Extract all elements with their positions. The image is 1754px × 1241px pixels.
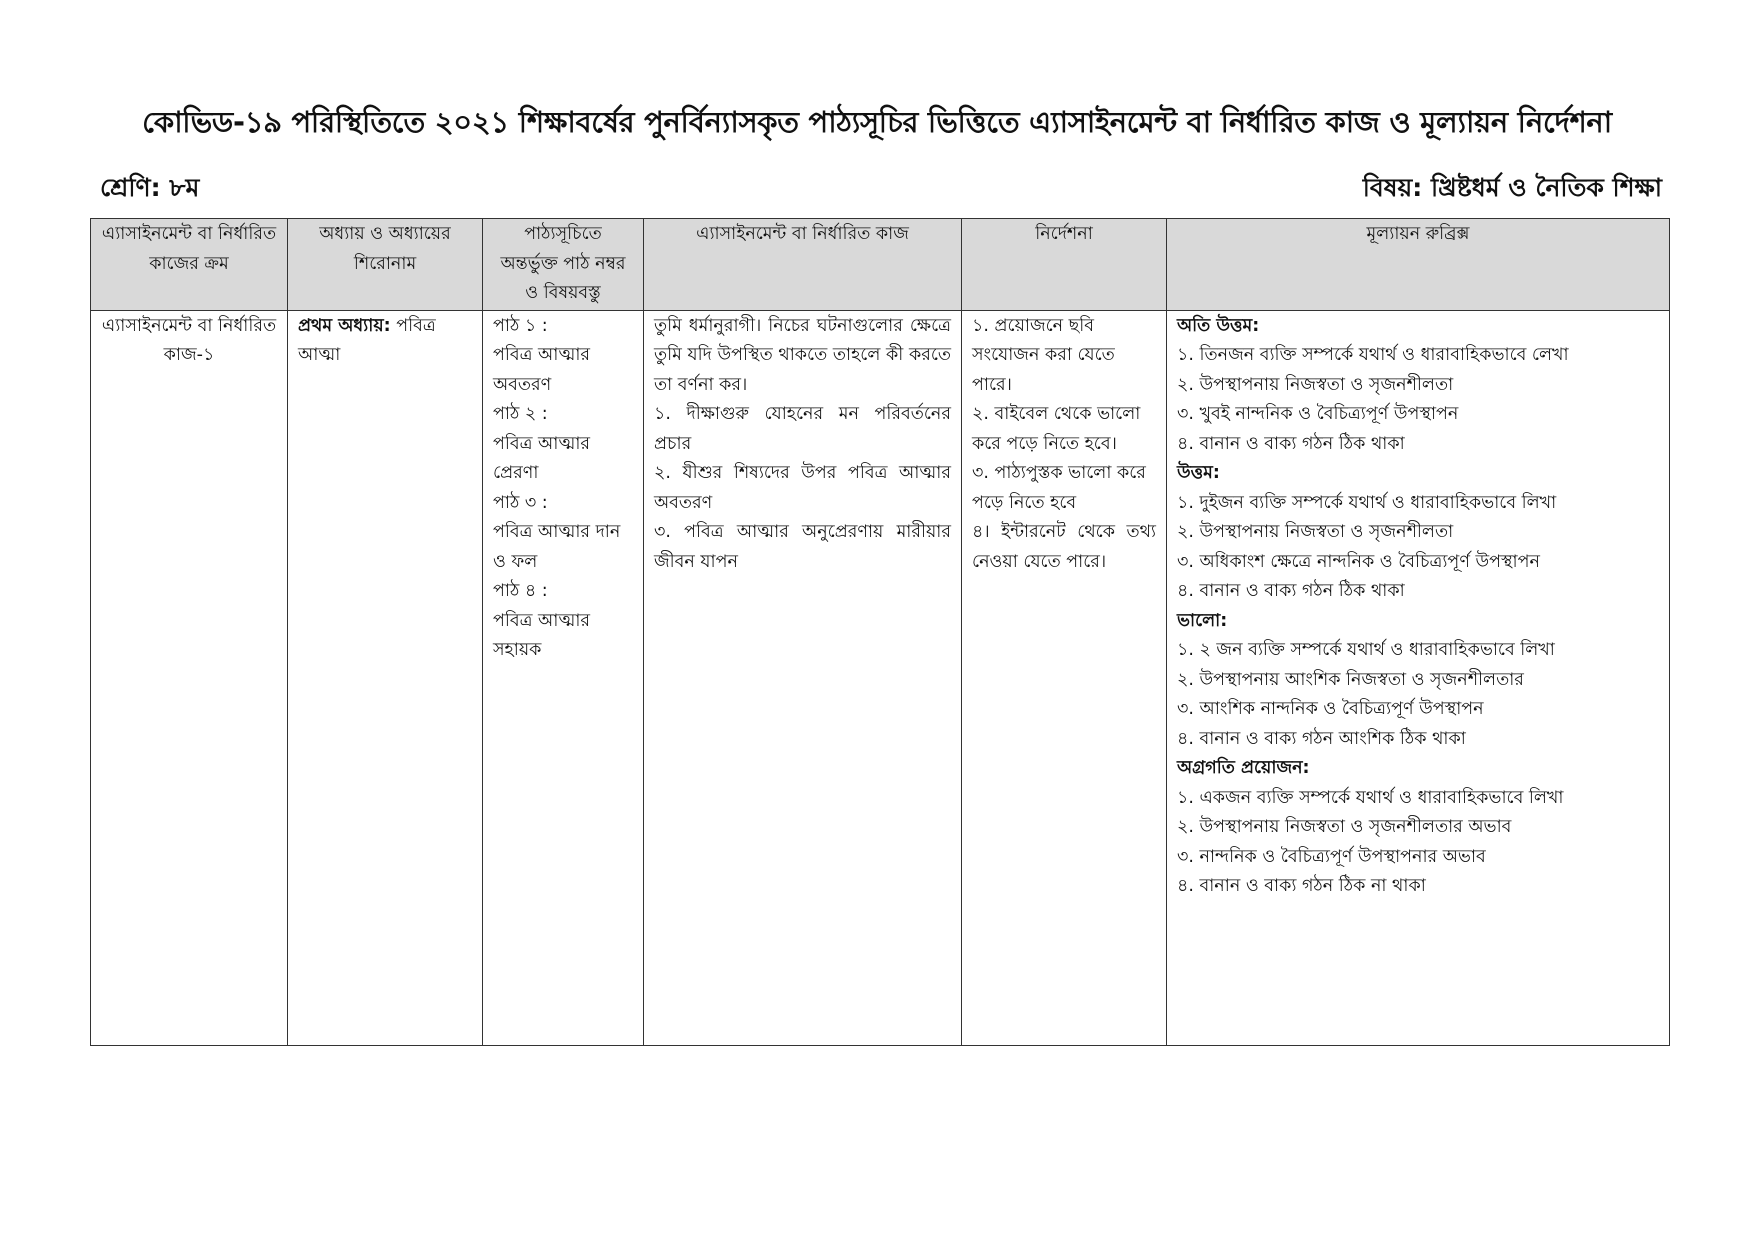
rubrics-cell — [1167, 310, 1670, 1046]
lesson-4-topic: পবিত্র আত্মার সহায়ক — [493, 610, 591, 660]
rubric-fair-3: ৩. আংশিক নান্দনিক ও বৈচিত্র্যপূর্ণ উপস্থাপন — [1177, 699, 1484, 719]
lesson-1-topic: পবিত্র আত্মার অবতরণ — [493, 345, 591, 395]
assignment-number — [91, 310, 288, 1046]
assignment-table — [90, 218, 1670, 1046]
instruction-4: ৪। ইন্টারনেট থেকে তথ্য নেওয়া যেতে পারে। — [972, 522, 1156, 572]
page-title: কোভিড-১৯ পরিস্থিতিতে ২০২১ শিক্ষাবর্ষের পুনর্বিন্যাসকৃত পাঠ্যসূচির ভিত্তিতে এ্যাসাইনমেন্ট বা নির্ধারিত কাজ ও মূল্যায়ন নির্দেশনা — [142, 105, 1612, 139]
rubric-fair-heading: ভালো: — [1177, 610, 1228, 631]
rubric-excellent-1: ১. তিনজন ব্যক্তি সম্পর্কে যথার্থ ও ধারাবাহিকভাবে লেখা — [1177, 345, 1569, 365]
header-assignment-order: এ্যাসাইনমেন্ট বা নির্ধারিত কাজের ক্রম — [91, 219, 288, 311]
header-lesson-content: পাঠ্যসূচিতে অন্তর্ভুক্ত পাঠ নম্বর ও বিষয়বস্তু — [483, 219, 644, 311]
instruction-1: ১. প্রয়োজনে ছবি সংযোজন করা যেতে পারে। — [972, 315, 1115, 395]
task-item-3: ৩. পবিত্র আত্মার অনুপ্রেরণায় মারীয়ার জীবন যাপন — [654, 522, 951, 572]
rubric-progress-3: ৩. নান্দনিক ও বৈচিত্র্যপূর্ণ উপস্থাপনার অভাব — [1177, 846, 1486, 867]
table-header-row — [91, 219, 1670, 311]
lesson-3-label: পাঠ ৩ : — [493, 492, 548, 513]
lesson-2-topic: পবিত্র আত্মার প্রেরণা — [493, 433, 591, 483]
lesson-2-label: পাঠ ২ : — [493, 404, 548, 424]
header-assignment-task: এ্যাসাইনমেন্ট বা নির্ধারিত কাজ — [644, 219, 962, 311]
rubric-good-4: ৪. বানান ও বাক্য গঠন ঠিক থাকা — [1177, 581, 1405, 601]
instructions-cell — [962, 310, 1167, 1046]
rubric-excellent-3: ৩. খুবই নান্দনিক ও বৈচিত্র্যপূর্ণ উপস্থাপন — [1177, 404, 1459, 424]
rubric-good-3: ৩. অধিকাংশ ক্ষেত্রে নান্দনিক ও বৈচিত্র্যপূর্ণ উপস্থাপন — [1177, 551, 1540, 572]
rubric-progress-heading: অগ্রগতি প্রয়োজন: — [1177, 758, 1310, 778]
table-row — [91, 310, 1670, 1046]
lesson-3-topic: পবিত্র আত্মার দান ও ফল — [493, 522, 621, 572]
rubric-excellent-2: ২. উপস্থাপনায় নিজস্বতা ও সৃজনশীলতা — [1177, 374, 1454, 395]
task-item-1: ১. দীক্ষাগুরু যোহনের মন পরিবর্তনের প্রচার — [654, 404, 951, 454]
lesson-4-label: পাঠ ৪ : — [493, 581, 548, 601]
rubric-fair-1: ১. ২ জন ব্যক্তি সম্পর্কে যথার্থ ও ধারাবাহিকভাবে লিখা — [1177, 640, 1555, 660]
task-cell — [644, 310, 962, 1046]
lessons-cell — [483, 310, 644, 1046]
rubric-good-1: ১. দুইজন ব্যক্তি সম্পর্কে যথার্থ ও ধারাবাহিকভাবে লিখা — [1177, 492, 1557, 513]
instruction-2: ২. বাইবেল থেকে ভালো করে পড়ে নিতে হবে। — [972, 404, 1141, 454]
task-item-2: ২. যীশুর শিষ্যদের উপর পবিত্র আত্মার অবতরণ — [654, 463, 951, 513]
rubric-progress-1: ১. একজন ব্যক্তি সম্পর্কে যথার্থ ও ধারাবাহিকভাবে লিখা — [1177, 787, 1564, 808]
rubric-excellent-heading: অতি উত্তম: — [1177, 315, 1260, 336]
subject-label: বিষয়: খ্রিষ্টধর্ম ও নৈতিক শিক্ষা — [1362, 173, 1662, 202]
rubric-progress-2: ২. উপস্থাপনায় নিজস্বতা ও সৃজনশীলতার অভাব — [1177, 817, 1512, 837]
rubric-excellent-4: ৪. বানান ও বাক্য গঠন ঠিক থাকা — [1177, 433, 1405, 454]
rubric-good-2: ২. উপস্থাপনায় নিজস্বতা ও সৃজনশীলতা — [1177, 522, 1454, 542]
rubric-good-heading: উত্তম: — [1177, 463, 1220, 483]
header-chapter-title: অধ্যায় ও অধ্যায়ের শিরোনাম — [288, 219, 483, 311]
chapter-prefix: প্রথম অধ্যায়: — [298, 315, 391, 336]
rubric-progress-4: ৪. বানান ও বাক্য গঠন ঠিক না থাকা — [1177, 876, 1426, 896]
chapter-title: পবিত্র আত্মা — [298, 315, 436, 365]
header-rubrics: মূল্যায়ন রুব্রিক্স — [1167, 219, 1670, 311]
class-label: শ্রেণি: ৮ম — [100, 173, 200, 202]
rubric-fair-2: ২. উপস্থাপনায় আংশিক নিজস্বতা ও সৃজনশীলতার — [1177, 669, 1524, 690]
chapter-cell — [288, 310, 483, 1046]
header-instructions: নির্দেশনা — [962, 219, 1167, 311]
task-intro: তুমি ধর্মানুরাগী। নিচের ঘটনাগুলোর ক্ষেত্রে তুমি যদি উপস্থিত থাকতে তাহলে কী করতে তা বর্ণনা কর। — [654, 315, 951, 395]
rubric-fair-4: ৪. বানান ও বাক্য গঠন আংশিক ঠিক থাকা — [1177, 728, 1466, 749]
assignment-number-text: এ্যাসাইনমেন্ট বা নির্ধারিত কাজ-১ — [101, 315, 277, 365]
lesson-1-label: পাঠ ১ : — [493, 315, 548, 336]
instruction-3: ৩. পাঠ্যপুস্তক ভালো করে পড়ে নিতে হবে — [972, 463, 1146, 513]
